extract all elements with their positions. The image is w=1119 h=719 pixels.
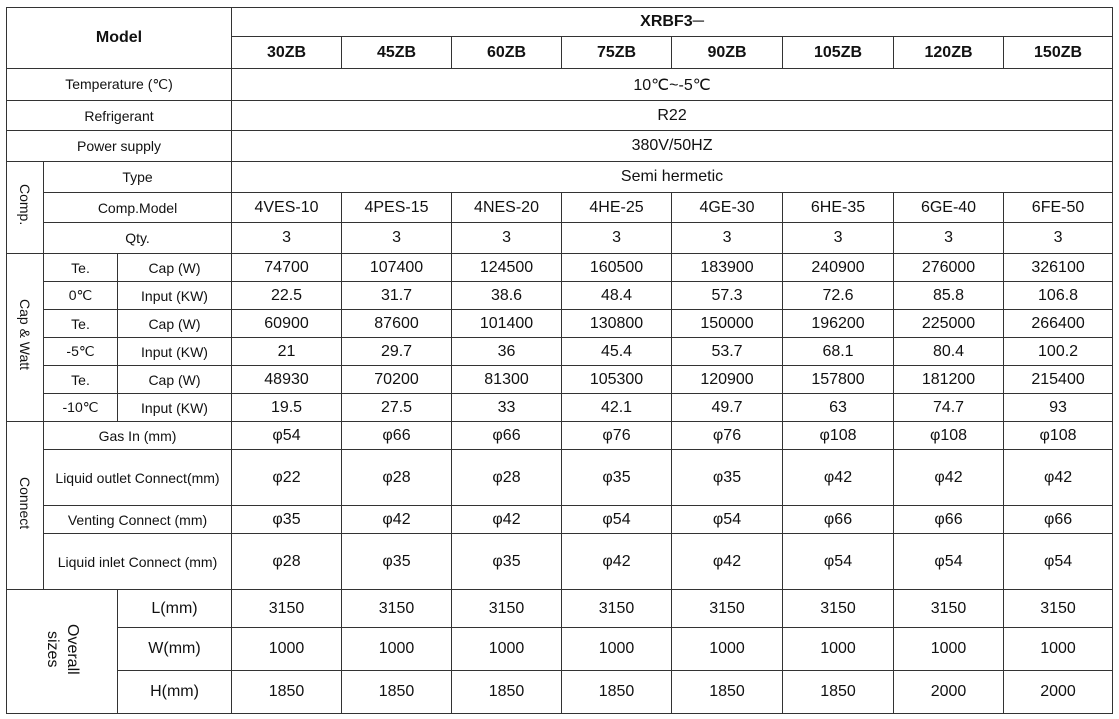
- value-cell: 1000: [342, 628, 452, 671]
- comp-type-row: [7, 162, 1113, 193]
- size-row: [7, 628, 1113, 671]
- input-label: Input (KW): [118, 338, 232, 366]
- sizes-group-label: [7, 590, 118, 714]
- te-temp: 0℃: [44, 282, 118, 310]
- value-cell: φ22: [232, 450, 342, 506]
- gas-in-row: [7, 422, 1113, 450]
- model-cell: 105ZB: [783, 37, 894, 69]
- comp-model-row: [7, 193, 1113, 223]
- value-cell: φ42: [452, 506, 562, 534]
- value-cell: 33: [452, 394, 562, 422]
- value-cell: φ54: [1004, 534, 1113, 590]
- model-cell: 75ZB: [562, 37, 672, 69]
- value-cell: 326100: [1004, 254, 1113, 282]
- cap-label: Cap (W): [118, 254, 232, 282]
- value-cell: 106.8: [1004, 282, 1113, 310]
- row-label: Venting Connect (mm): [44, 506, 232, 534]
- value-cell: φ42: [894, 450, 1004, 506]
- value-cell: 3: [452, 223, 562, 254]
- value-cell: 29.7: [342, 338, 452, 366]
- value-cell: 124500: [452, 254, 562, 282]
- value-cell: 1000: [783, 628, 894, 671]
- power-value: 380V/50HZ: [232, 131, 1113, 162]
- row-label: H(mm): [118, 671, 232, 714]
- value-cell: φ66: [894, 506, 1004, 534]
- value-cell: 276000: [894, 254, 1004, 282]
- value-cell: 4NES-20: [452, 193, 562, 223]
- te-label: Te.: [44, 366, 118, 394]
- value-cell: 183900: [672, 254, 783, 282]
- value-cell: 1850: [342, 671, 452, 714]
- value-cell: 181200: [894, 366, 1004, 394]
- value-cell: φ35: [232, 506, 342, 534]
- capwatt-group-label: [7, 254, 44, 422]
- value-cell: φ66: [783, 506, 894, 534]
- row-label: Comp.Model: [44, 193, 232, 223]
- value-cell: 3: [1004, 223, 1113, 254]
- value-cell: 1000: [1004, 628, 1113, 671]
- value-cell: 1000: [562, 628, 672, 671]
- comp-group-label: [7, 162, 44, 254]
- value-cell: 215400: [1004, 366, 1113, 394]
- value-cell: 80.4: [894, 338, 1004, 366]
- value-cell: φ35: [342, 534, 452, 590]
- input-row: [7, 338, 1113, 366]
- value-cell: 120900: [672, 366, 783, 394]
- value-cell: 1850: [232, 671, 342, 714]
- value-cell: φ42: [562, 534, 672, 590]
- value-cell: 157800: [783, 366, 894, 394]
- value-cell: 3150: [232, 590, 342, 628]
- value-cell: 240900: [783, 254, 894, 282]
- value-cell: 74.7: [894, 394, 1004, 422]
- value-cell: 45.4: [562, 338, 672, 366]
- value-cell: φ42: [672, 534, 783, 590]
- value-cell: φ54: [232, 422, 342, 450]
- value-cell: 101400: [452, 310, 562, 338]
- temperature-row: [7, 69, 1113, 101]
- refrigerant-value: R22: [232, 101, 1113, 131]
- model-cell: 60ZB: [452, 37, 562, 69]
- value-cell: 107400: [342, 254, 452, 282]
- value-cell: 3: [232, 223, 342, 254]
- value-cell: 1850: [672, 671, 783, 714]
- comp-group-text: Comp.: [17, 184, 33, 226]
- value-cell: 74700: [232, 254, 342, 282]
- value-cell: 2000: [894, 671, 1004, 714]
- refrigerant-row: [7, 101, 1113, 131]
- value-cell: 3150: [562, 590, 672, 628]
- value-cell: 3: [783, 223, 894, 254]
- value-cell: 3: [342, 223, 452, 254]
- value-cell: 53.7: [672, 338, 783, 366]
- liquid-outlet-row: [7, 450, 1113, 506]
- value-cell: φ35: [452, 534, 562, 590]
- value-cell: 87600: [342, 310, 452, 338]
- te-temp: -5℃: [44, 338, 118, 366]
- input-label: Input (KW): [118, 282, 232, 310]
- value-cell: 57.3: [672, 282, 783, 310]
- row-label: Power supply: [7, 131, 232, 162]
- value-cell: φ54: [894, 534, 1004, 590]
- value-cell: φ108: [1004, 422, 1113, 450]
- value-cell: 81300: [452, 366, 562, 394]
- value-cell: 48930: [232, 366, 342, 394]
- comp-type-value: Semi hermetic: [232, 162, 1113, 193]
- model-header: Model: [7, 8, 232, 69]
- value-cell: φ76: [672, 422, 783, 450]
- value-cell: 6HE-35: [783, 193, 894, 223]
- value-cell: φ28: [452, 450, 562, 506]
- value-cell: φ28: [232, 534, 342, 590]
- temperature-value: 10℃~-5℃: [232, 69, 1113, 101]
- value-cell: 6GE-40: [894, 193, 1004, 223]
- row-label: Liquid inlet Connect (mm): [44, 534, 232, 590]
- cap-row: [7, 310, 1113, 338]
- value-cell: 3150: [342, 590, 452, 628]
- value-cell: φ42: [342, 506, 452, 534]
- value-cell: 105300: [562, 366, 672, 394]
- value-cell: 130800: [562, 310, 672, 338]
- value-cell: 3150: [672, 590, 783, 628]
- value-cell: 150000: [672, 310, 783, 338]
- value-cell: 19.5: [232, 394, 342, 422]
- spec-table: [6, 7, 1113, 714]
- row-label: Refrigerant: [7, 101, 232, 131]
- value-cell: φ76: [562, 422, 672, 450]
- value-cell: 1850: [783, 671, 894, 714]
- model-cell: 120ZB: [894, 37, 1004, 69]
- value-cell: 42.1: [562, 394, 672, 422]
- value-cell: 93: [1004, 394, 1113, 422]
- row-label: Gas In (mm): [44, 422, 232, 450]
- size-row: [7, 671, 1113, 714]
- value-cell: 38.6: [452, 282, 562, 310]
- value-cell: 1000: [894, 628, 1004, 671]
- te-label: Te.: [44, 310, 118, 338]
- comp-qty-row: [7, 223, 1113, 254]
- value-cell: φ28: [342, 450, 452, 506]
- te-label: Te.: [44, 254, 118, 282]
- model-cell: 45ZB: [342, 37, 452, 69]
- value-cell: 4VES-10: [232, 193, 342, 223]
- value-cell: 1000: [452, 628, 562, 671]
- value-cell: 1850: [562, 671, 672, 714]
- value-cell: 68.1: [783, 338, 894, 366]
- value-cell: 22.5: [232, 282, 342, 310]
- value-cell: 6FE-50: [1004, 193, 1113, 223]
- model-cell: 150ZB: [1004, 37, 1113, 69]
- value-cell: φ108: [783, 422, 894, 450]
- te-temp: -10℃: [44, 394, 118, 422]
- value-cell: 21: [232, 338, 342, 366]
- value-cell: φ35: [672, 450, 783, 506]
- value-cell: φ54: [783, 534, 894, 590]
- cap-row: [7, 366, 1113, 394]
- value-cell: 48.4: [562, 282, 672, 310]
- value-cell: 2000: [1004, 671, 1113, 714]
- input-row: [7, 282, 1113, 310]
- value-cell: 3150: [783, 590, 894, 628]
- value-cell: 63: [783, 394, 894, 422]
- value-cell: 4GE-30: [672, 193, 783, 223]
- value-cell: 100.2: [1004, 338, 1113, 366]
- size-row: [7, 590, 1113, 628]
- value-cell: 36: [452, 338, 562, 366]
- value-cell: 196200: [783, 310, 894, 338]
- connect-group-label: [7, 422, 44, 590]
- value-cell: 3150: [1004, 590, 1113, 628]
- value-cell: φ54: [672, 506, 783, 534]
- value-cell: φ42: [783, 450, 894, 506]
- value-cell: 1000: [232, 628, 342, 671]
- value-cell: 60900: [232, 310, 342, 338]
- value-cell: 160500: [562, 254, 672, 282]
- value-cell: φ35: [562, 450, 672, 506]
- model-cell: 30ZB: [232, 37, 342, 69]
- value-cell: φ42: [1004, 450, 1113, 506]
- value-cell: 3150: [894, 590, 1004, 628]
- cap-label: Cap (W): [118, 366, 232, 394]
- row-label: Type: [44, 162, 232, 193]
- cap-label: Cap (W): [118, 310, 232, 338]
- value-cell: 1850: [452, 671, 562, 714]
- value-cell: 85.8: [894, 282, 1004, 310]
- value-cell: 3: [672, 223, 783, 254]
- value-cell: 225000: [894, 310, 1004, 338]
- value-cell: φ66: [342, 422, 452, 450]
- row-label: W(mm): [118, 628, 232, 671]
- value-cell: 266400: [1004, 310, 1113, 338]
- value-cell: φ66: [452, 422, 562, 450]
- cap-row: [7, 254, 1113, 282]
- venting-row: [7, 506, 1113, 534]
- value-cell: 3150: [452, 590, 562, 628]
- value-cell: 72.6: [783, 282, 894, 310]
- input-row: [7, 394, 1113, 422]
- sizes-group-text: Overall sizes: [44, 623, 81, 675]
- connect-group-text: Connect: [17, 476, 33, 530]
- value-cell: 3: [562, 223, 672, 254]
- value-cell: 4HE-25: [562, 193, 672, 223]
- model-cell: 90ZB: [672, 37, 783, 69]
- value-cell: 27.5: [342, 394, 452, 422]
- value-cell: 4PES-15: [342, 193, 452, 223]
- value-cell: φ54: [562, 506, 672, 534]
- liquid-inlet-row: [7, 534, 1113, 590]
- value-cell: 70200: [342, 366, 452, 394]
- series-header: XRBF3─: [232, 8, 1113, 37]
- value-cell: 49.7: [672, 394, 783, 422]
- value-cell: φ66: [1004, 506, 1113, 534]
- row-label: Qty.: [44, 223, 232, 254]
- value-cell: φ108: [894, 422, 1004, 450]
- row-label: Temperature (℃): [7, 69, 232, 101]
- value-cell: 31.7: [342, 282, 452, 310]
- power-row: [7, 131, 1113, 162]
- row-label: L(mm): [118, 590, 232, 628]
- value-cell: 3: [894, 223, 1004, 254]
- value-cell: 1000: [672, 628, 783, 671]
- input-label: Input (KW): [118, 394, 232, 422]
- row-label: Liquid outlet Connect(mm): [44, 450, 232, 506]
- capwatt-group-text: Cap & Watt: [17, 299, 33, 371]
